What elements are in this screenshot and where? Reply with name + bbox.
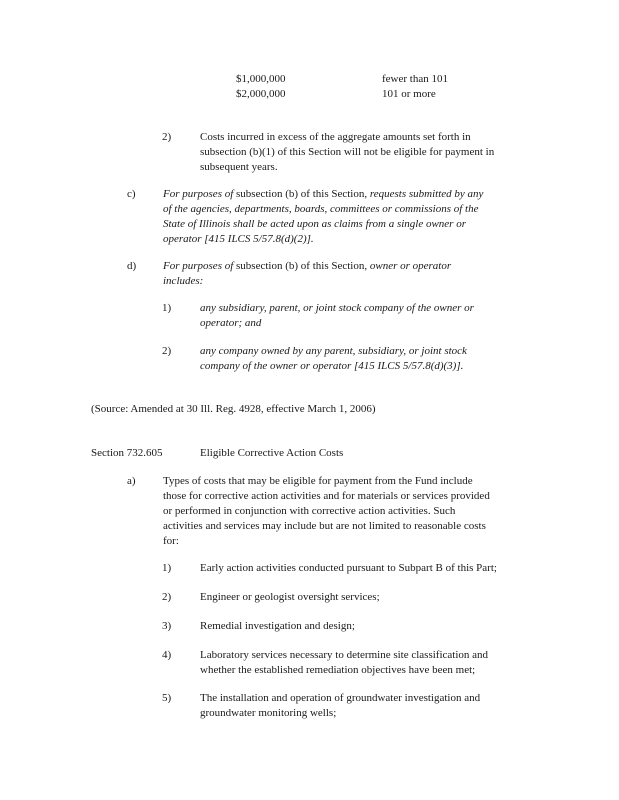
table-employees: 101 or more	[382, 88, 436, 100]
italic-text: requests submitted by any	[369, 188, 484, 200]
subsection-letter: a)	[127, 475, 136, 487]
paragraph-line: any subsidiary, parent, or joint stock company of the owner or	[200, 302, 474, 314]
list-item-continuation: groundwater monitoring wells;	[200, 707, 337, 719]
paragraph-line: for:	[163, 535, 179, 547]
paragraph-line: any company owned by any parent, subsidiary, or joint stock	[200, 345, 467, 357]
paragraph-line: or performed in conjunction with corrective action activities. Such	[163, 505, 456, 517]
paragraph-line: activities and services may include but are not limited to reasonable costs	[163, 520, 486, 532]
item-number: 2)	[162, 591, 172, 603]
paragraph-line: company of the owner or operator [415 ILCS 5/57.8(d)(3)].	[200, 360, 464, 372]
table-amount: $1,000,000	[236, 73, 286, 85]
paragraph-line: Types of costs that may be eligible for payment from the Fund include	[163, 475, 473, 487]
paragraph-line: subsequent years.	[200, 161, 278, 173]
item-number: 1)	[162, 562, 172, 574]
paragraph-line: operator [415 ILCS 5/57.8(d)(2)].	[163, 233, 314, 245]
list-item: Remedial investigation and design;	[200, 620, 355, 632]
subsection-letter: d)	[127, 260, 137, 272]
paragraph-line: subsection (b)(1) of this Section will not be eligible for payment in	[200, 146, 495, 158]
paragraph-line: of the agencies, departments, boards, committees or commissions of the	[163, 203, 479, 215]
list-item: The installation and operation of groundwater investigation and	[200, 692, 481, 704]
item-number: 2)	[162, 345, 172, 357]
item-number: 3)	[162, 620, 172, 632]
list-item-continuation: whether the established remediation objectives have been met;	[200, 664, 476, 676]
list-item: Laboratory services necessary to determine site classification and	[200, 649, 489, 661]
plain-text: subsection (b) of this Section,	[236, 260, 368, 272]
table-row	[236, 72, 286, 87]
item-number: 5)	[162, 692, 172, 704]
source-note: (Source: Amended at 30 Ill. Reg. 4928, effective March 1, 2006)	[91, 403, 376, 415]
paragraph-line	[163, 187, 483, 202]
paragraph-line: those for corrective action activities and for materials or services provided	[163, 490, 490, 502]
italic-text: For purposes of	[163, 260, 234, 272]
section-title: Eligible Corrective Action Costs	[200, 447, 344, 459]
paragraph-line: State of Illinois shall be acted upon as claims from a single owner or	[163, 218, 466, 230]
plain-text: subsection (b) of this Section,	[236, 188, 368, 200]
paragraph-line: includes:	[163, 275, 204, 287]
list-item: Early action activities conducted pursuant to Subpart B of this Part;	[200, 562, 497, 574]
italic-text: For purposes of	[163, 188, 234, 200]
paragraph-line	[163, 259, 451, 274]
table-employees: fewer than 101	[382, 73, 448, 85]
item-number: 2)	[162, 131, 172, 143]
table-amount: $2,000,000	[236, 88, 286, 100]
italic-text: owner or operator	[369, 260, 452, 272]
subsection-letter: c)	[127, 188, 136, 200]
table-row	[236, 87, 286, 102]
item-number: 1)	[162, 302, 172, 314]
section-number: Section 732.605	[91, 447, 163, 459]
paragraph-line: operator; and	[200, 317, 262, 329]
list-item: Engineer or geologist oversight services;	[200, 591, 380, 603]
item-number: 4)	[162, 649, 172, 661]
paragraph-line: Costs incurred in excess of the aggregate amounts set forth in	[200, 131, 471, 143]
